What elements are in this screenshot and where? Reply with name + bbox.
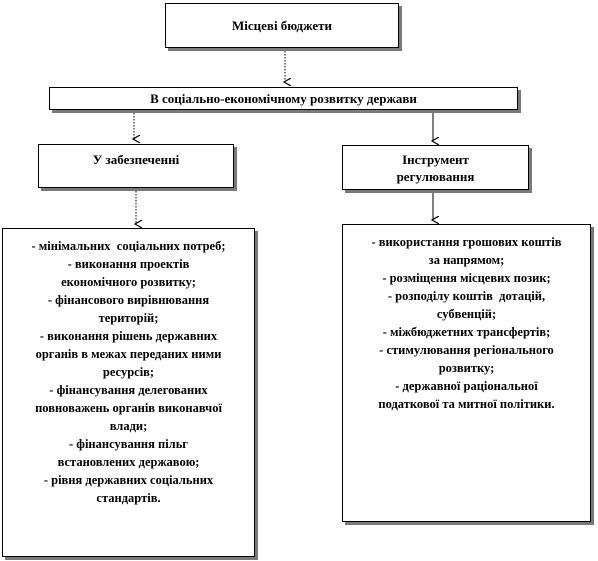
- node-socio-economic-development: [49, 87, 518, 110]
- provision-list-item: - фінансування делегованих: [49, 383, 208, 397]
- provision-list-item: встановлених державою;: [57, 455, 200, 469]
- provision-list: [2, 228, 255, 557]
- regulation-list-item: - розміщення місцевих позик;: [382, 271, 551, 285]
- provision-list-item: - рівня державних соціальних: [43, 473, 214, 487]
- regulation-list-item: - міжбюджетних трансфертів;: [382, 325, 551, 339]
- node-provision: [38, 144, 234, 188]
- regulation-list-item: субвенцій;: [436, 307, 497, 321]
- regulation-list-item: - стимулювання регіонального: [379, 343, 554, 357]
- provision-list-item: повноважень органів виконавчої: [35, 401, 222, 415]
- provision-list-item: ресурсів;: [102, 365, 155, 379]
- provision-list-item: органів в межах переданих ними: [35, 347, 222, 361]
- provision-list-item: - виконання рішень державних: [39, 329, 218, 343]
- node-regulation-instrument: [342, 145, 529, 190]
- node-regulation-instrument-line-1: Інструмент: [402, 151, 469, 167]
- provision-list-item: - фінансування пільг: [69, 437, 188, 451]
- provision-list-item: територій;: [98, 311, 159, 325]
- node-regulation-instrument-line-2: регулювання: [396, 168, 475, 184]
- node-provision-label: У забезпеченні: [92, 152, 180, 167]
- regulation-list-item: за напрямом;: [428, 253, 505, 267]
- regulation-list-item: - державної раціональної: [395, 379, 538, 393]
- node-socio-economic-development-label: В соціально-економічному розвитку держави: [150, 91, 417, 106]
- regulation-list: [342, 224, 591, 522]
- provision-list-item: - мінімальних соціальних потреб;: [31, 239, 226, 253]
- provision-list-item: влади;: [109, 419, 148, 433]
- regulation-list-item: - використання грошових коштів: [371, 235, 562, 249]
- regulation-list-item: податкової та митної політики.: [378, 397, 555, 411]
- provision-list-item: економічного розвитку;: [61, 275, 196, 289]
- regulation-list-item: - розподілу коштів дотацій,: [387, 289, 546, 303]
- regulation-list-item: розвитку;: [438, 361, 495, 375]
- node-local-budgets-label: Місцеві бюджети: [232, 18, 332, 33]
- provision-list-item: - фінансового вирівнювання: [47, 293, 210, 307]
- provision-list-item: стандартів.: [96, 491, 161, 505]
- node-local-budgets: [165, 3, 399, 48]
- provision-list-item: - виконання проектів: [67, 257, 190, 271]
